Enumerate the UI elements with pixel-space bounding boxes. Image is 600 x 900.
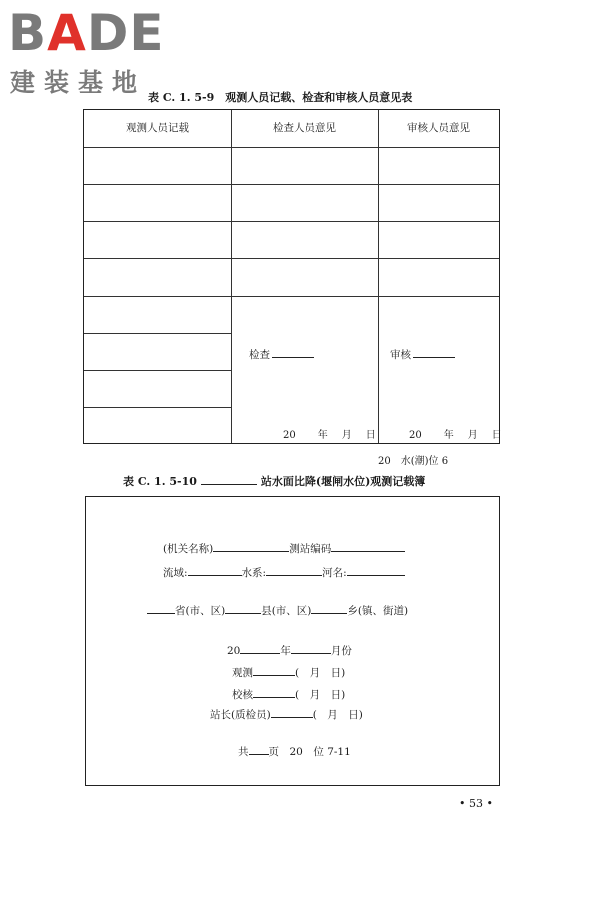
- page-reference-note: 20 水(潮)位 6: [378, 456, 449, 467]
- row-divider: [84, 147, 499, 148]
- table2-caption: 表 C. 1. 5-10 站水面比降(堰闸水位)观测记载簿: [123, 472, 425, 489]
- row-divider: [84, 221, 499, 222]
- header-observer-record: 观测人员记载: [126, 122, 189, 134]
- column-divider: [231, 110, 232, 443]
- logo-wordmark: BADE: [8, 4, 165, 62]
- bade-logo: [8, 6, 178, 101]
- location-row: 省(市、区) 县(市、区) 乡(镇、街道): [147, 601, 408, 618]
- chief-row: 站长(质检员) ( 月 日): [210, 705, 363, 722]
- page-total-row: 共 页 20 位 7-11: [238, 742, 351, 759]
- logbook-cover-form: [85, 496, 500, 786]
- page-number: • 53 •: [459, 797, 493, 810]
- check-date: 20 年 月 日: [283, 430, 376, 441]
- review-date: 20 年 月 日: [409, 430, 502, 441]
- row-divider: [84, 407, 231, 408]
- org-row: (机关名称) 测站编码: [163, 539, 405, 556]
- header-check-opinion: 检查人员意见: [273, 122, 336, 134]
- row-divider: [84, 333, 231, 334]
- table1-caption: 表 C. 1. 5-9 观测人员记载、检查和审核人员意见表: [148, 91, 413, 104]
- logo-chinese-text: 建装基地: [10, 68, 147, 97]
- column-divider: [378, 110, 379, 443]
- observe-row: 观测 ( 月 日): [232, 663, 345, 680]
- review-signature-field: 审核: [390, 345, 455, 362]
- row-divider: [84, 296, 499, 297]
- verify-row: 校核 ( 月 日): [232, 685, 345, 702]
- check-signature-field: 检查: [249, 345, 314, 362]
- opinion-table: [83, 109, 500, 444]
- header-review-opinion: 审核人员意见: [407, 122, 470, 134]
- row-divider: [84, 184, 499, 185]
- year-month-row: 20 年 月份: [227, 641, 352, 658]
- basin-row: 流域: 水系: 河名:: [163, 563, 405, 580]
- row-divider: [84, 258, 499, 259]
- row-divider: [84, 370, 231, 371]
